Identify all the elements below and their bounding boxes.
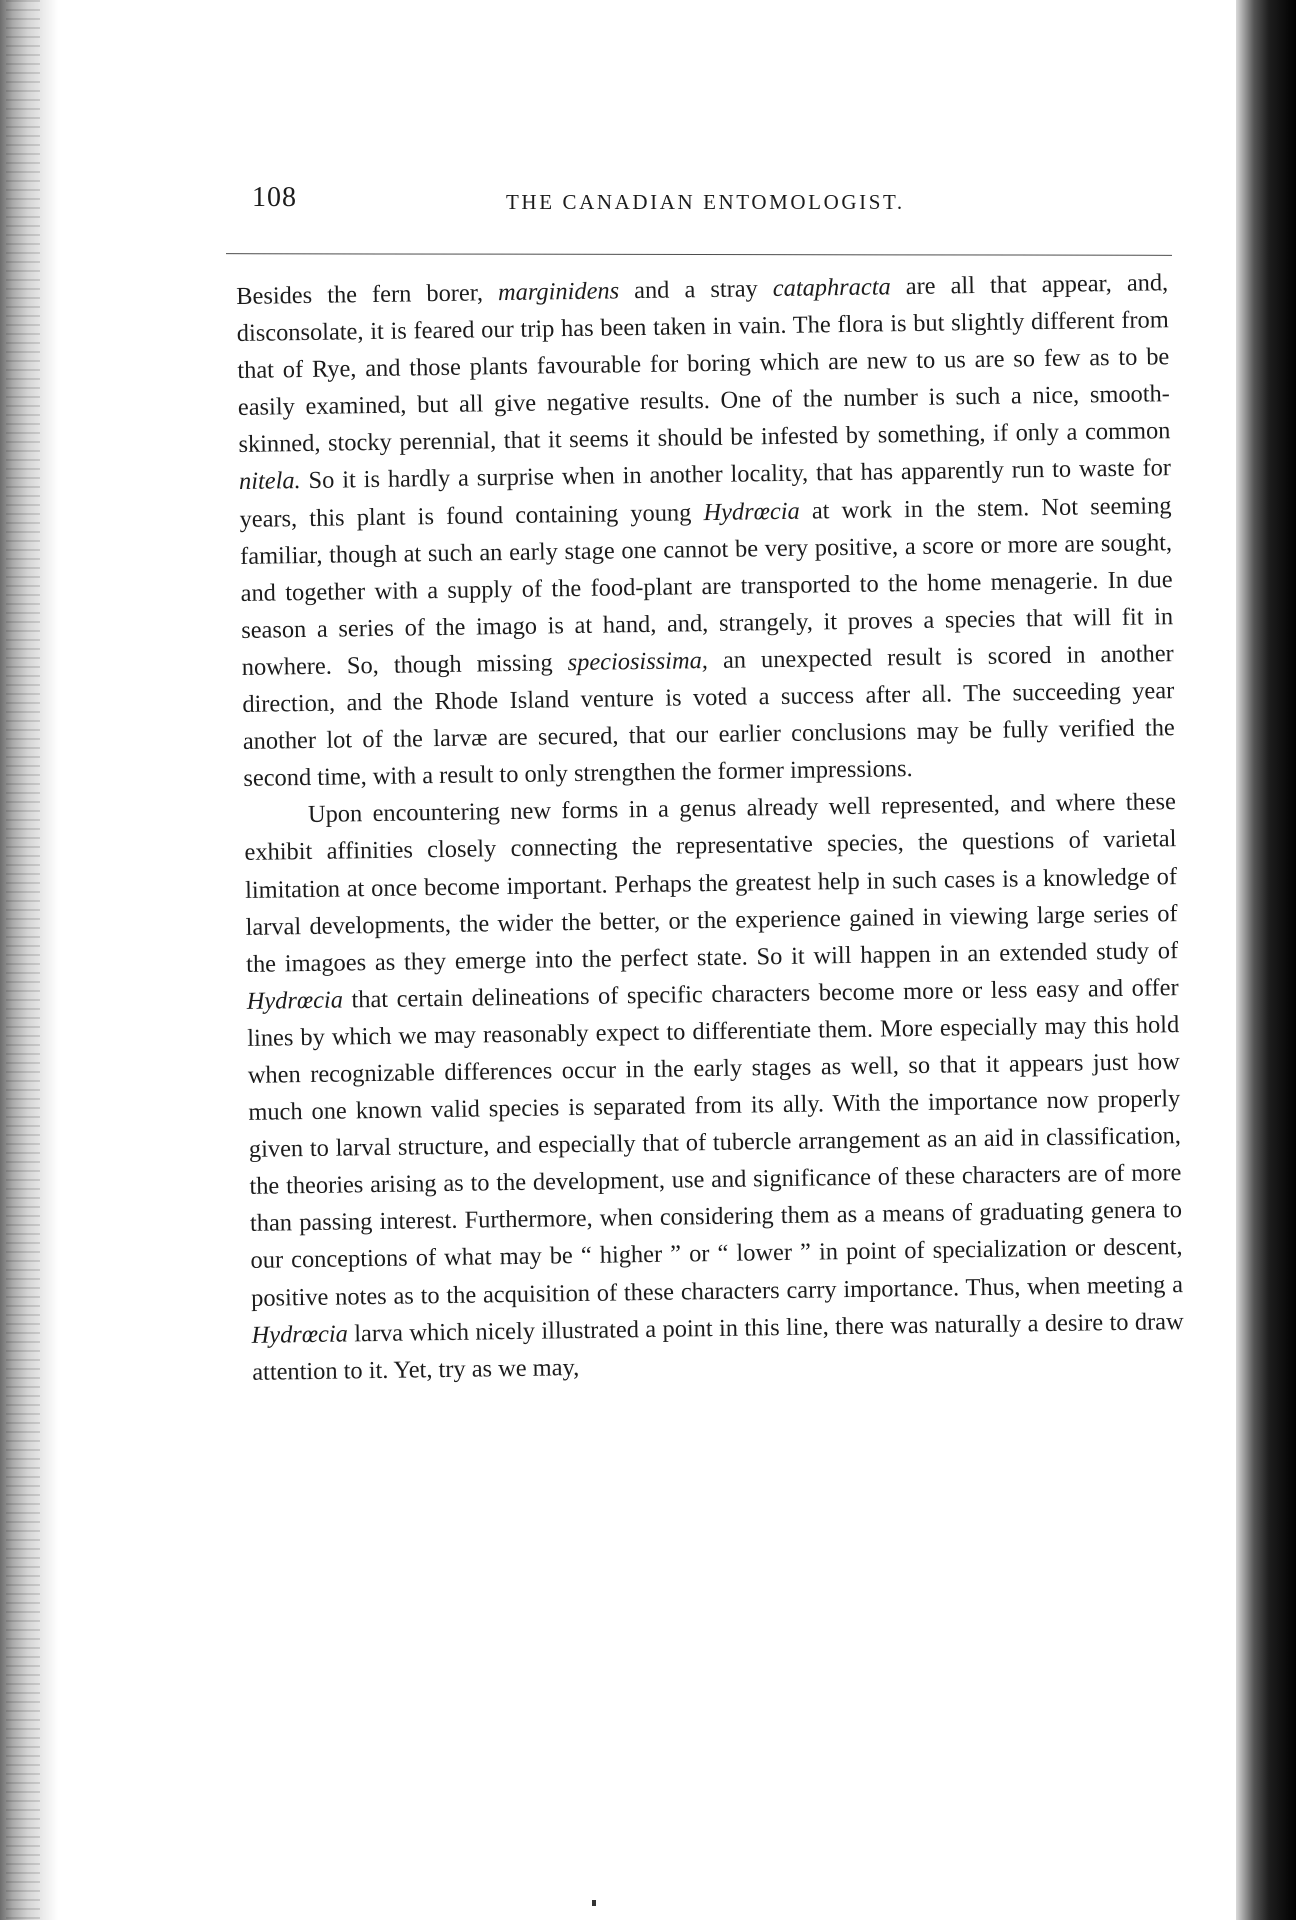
text-segment: and a stray (618, 275, 774, 305)
document-page (226, 170, 1184, 1386)
header-rule (226, 253, 1172, 256)
text-segment: larva which nicely illustrated a point in this line, there was naturally a desire to draw attention to it. Yet, try as we may, (252, 1307, 1184, 1386)
text-segment: Upon encountering new forms in a genus already well represented, and where these exhibit affinities closely connecting the representative species, the questions of varietal limitation at once become important. Perhaps the greatest help in such cases is a knowledge of larval developments, the wider the better, or the experience gained in viewing large series of the imagoes as they emerge into the perfect state. So it will happen in an extended study of (244, 788, 1179, 978)
italic-term-cataphracta: cataphracta (772, 273, 891, 303)
paragraph-2 (244, 783, 1185, 1390)
page-number: 108 (252, 182, 297, 213)
page-header (226, 170, 1172, 230)
italic-term-nitela: nitela. (238, 467, 301, 496)
running-title: THE CANADIAN ENTOMOLOGIST. (506, 190, 905, 214)
text-segment: Besides the fern borer, (236, 279, 499, 310)
body-text (236, 264, 1184, 1391)
text-segment: that certain delineations of specific characters become more or less easy and offer lines by which we may reasonably expect to differentiate them. More especially may this hold when recognizable differences occur in the early stages as well, so that it appears just how much one known valid species is separated from its ally. With the importance now properly given to larval structure, and especially that of tubercle arrangement as an aid in classification, the theories arising as to the development, use and significance of these characters are of more than passing interest. Furthermore, when considering them as a means of graduating genera to our conceptions of what may be “ higher ” or “ lower ” in point of specialization or descent, positive notes as to the acquisition of these characters carry importance. Thus, when meeting a (247, 973, 1184, 1312)
page-binding-texture (6, 0, 40, 1920)
text-segment: an unexpected result is scored in another direction, and the Rhode Island venture is voted a success after all. The succeeding year another lot of the larvæ are secured, that our earlier conclusions may be fully verified the second time, with a result to only strengthen the former impressions. (242, 640, 1175, 793)
page-right-edge-shadow (1236, 0, 1296, 1920)
text-segment: at work in the stem. Not seeming familiar, though at such an early stage one cannot be very positive, a score or more are sought, and together with a supply of the food-plant are transported to the home menagerie. In due season a series of the imago is at hand, and, strangely, it proves a species that will fit in nowhere. So, though missing (239, 491, 1174, 681)
italic-term-marginidens: marginidens (497, 277, 620, 307)
text-segment: So it is hardly a surprise when in another locality, that has apparently run to waste for years, this plant is found containing young (239, 454, 1172, 533)
text-segment: are all that appear, and, disconsolate, it is feared our trip has been taken in vain. The flora is but slightly different from that of Rye, and those plants favourable for boring which are new to us are so few as to be easily examined, but all give negative results. One of the number is such a nice, smooth-skinned, stocky perennial, that it seems it should be infested by something, if only a common (236, 269, 1171, 459)
print-speck (592, 1900, 596, 1906)
paragraph-1 (236, 264, 1176, 797)
italic-term-speciosissima: speciosissima, (567, 646, 709, 677)
italic-term-hydroecia: Hydrœcia (703, 497, 800, 526)
italic-term-hydroecia: Hydrœcia (251, 1320, 349, 1349)
italic-term-hydroecia: Hydrœcia (246, 986, 344, 1015)
